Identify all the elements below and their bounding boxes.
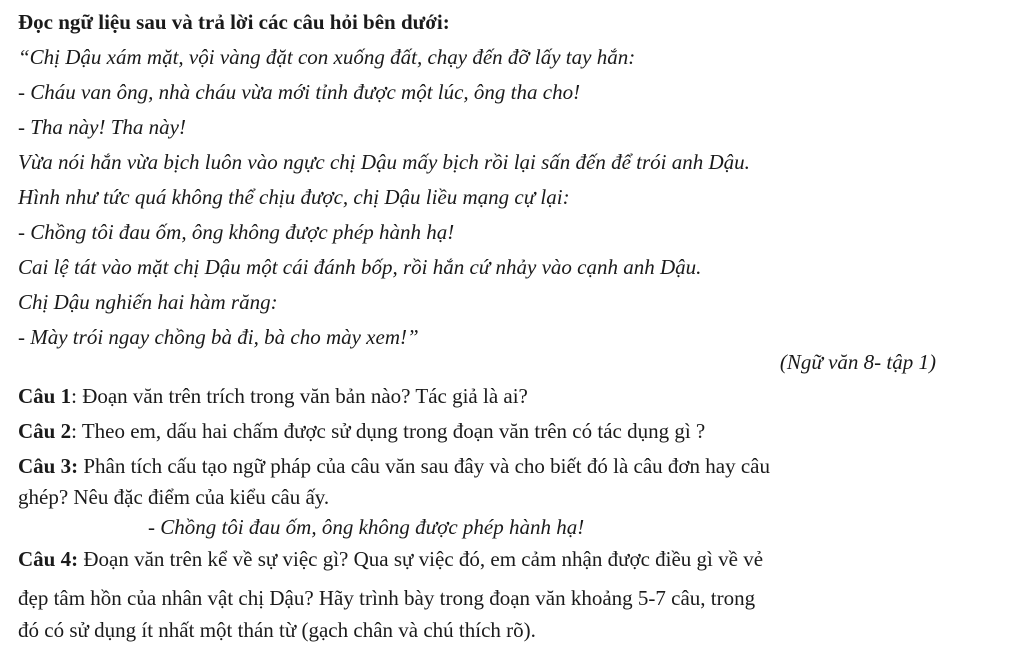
question-text: : Đoạn văn trên trích trong văn bản nào? Tác giả là ai? xyxy=(71,384,528,408)
excerpt-source: (Ngữ văn 8- tập 1) xyxy=(779,350,936,374)
heading: Đọc ngữ liệu sau và trả lời các câu hỏi bên dưới: xyxy=(18,10,450,34)
question-label: Câu 4: xyxy=(18,547,79,571)
question-text: : Theo em, dấu hai chấm được sử dụng trong đoạn văn trên có tác dụng gì ? xyxy=(71,419,706,443)
excerpt-line: - Tha này! Tha này! xyxy=(18,115,186,139)
question-text: đẹp tâm hồn của nhân vật chị Dậu? Hãy trình bày trong đoạn văn khoảng 5-7 câu, trong xyxy=(18,586,756,610)
question-3 xyxy=(18,456,770,477)
question-quote: - Chồng tôi đau ốm, ông không được phép hành hạ! xyxy=(148,515,585,539)
question-text: Đoạn văn trên kể về sự việc gì? Qua sự việc đó, em cảm nhận được điều gì về vẻ xyxy=(78,547,764,571)
question-text: ghép? Nêu đặc điểm của kiểu câu ấy. xyxy=(18,485,330,509)
excerpt-line: - Cháu van ông, nhà cháu vừa mới tỉnh được một lúc, ông tha cho! xyxy=(18,80,581,104)
question-text: đó có sử dụng ít nhất một thán từ (gạch chân và chú thích rõ). xyxy=(18,618,536,642)
excerpt-line: Vừa nói hắn vừa bịch luôn vào ngực chị Dậu mấy bịch rồi lại sấn đến để trói anh Dậu. xyxy=(18,150,750,174)
excerpt-line: Cai lệ tát vào mặt chị Dậu một cái đánh bốp, rồi hắn cứ nhảy vào cạnh anh Dậu. xyxy=(18,255,702,279)
question-text: Phân tích cấu tạo ngữ pháp của câu văn sau đây và cho biết đó là câu đơn hay câu xyxy=(78,454,770,478)
question-4 xyxy=(18,549,763,570)
excerpt-line: Hình như tức quá không thể chịu được, chị Dậu liều mạng cự lại: xyxy=(18,185,570,209)
question-label: Câu 1 xyxy=(18,384,72,408)
question-2 xyxy=(18,421,705,442)
question-label: Câu 3: xyxy=(18,454,79,478)
excerpt-line: Chị Dậu nghiến hai hàm răng: xyxy=(18,290,278,314)
excerpt-line: - Chồng tôi đau ốm, ông không được phép hành hạ! xyxy=(18,220,455,244)
question-label: Câu 2 xyxy=(18,419,72,443)
excerpt-line: - Mày trói ngay chồng bà đi, bà cho mày xem!” xyxy=(18,325,419,349)
excerpt-line: “Chị Dậu xám mặt, vội vàng đặt con xuống đất, chạy đến đỡ lấy tay hắn: xyxy=(18,45,636,69)
question-1 xyxy=(18,386,528,407)
